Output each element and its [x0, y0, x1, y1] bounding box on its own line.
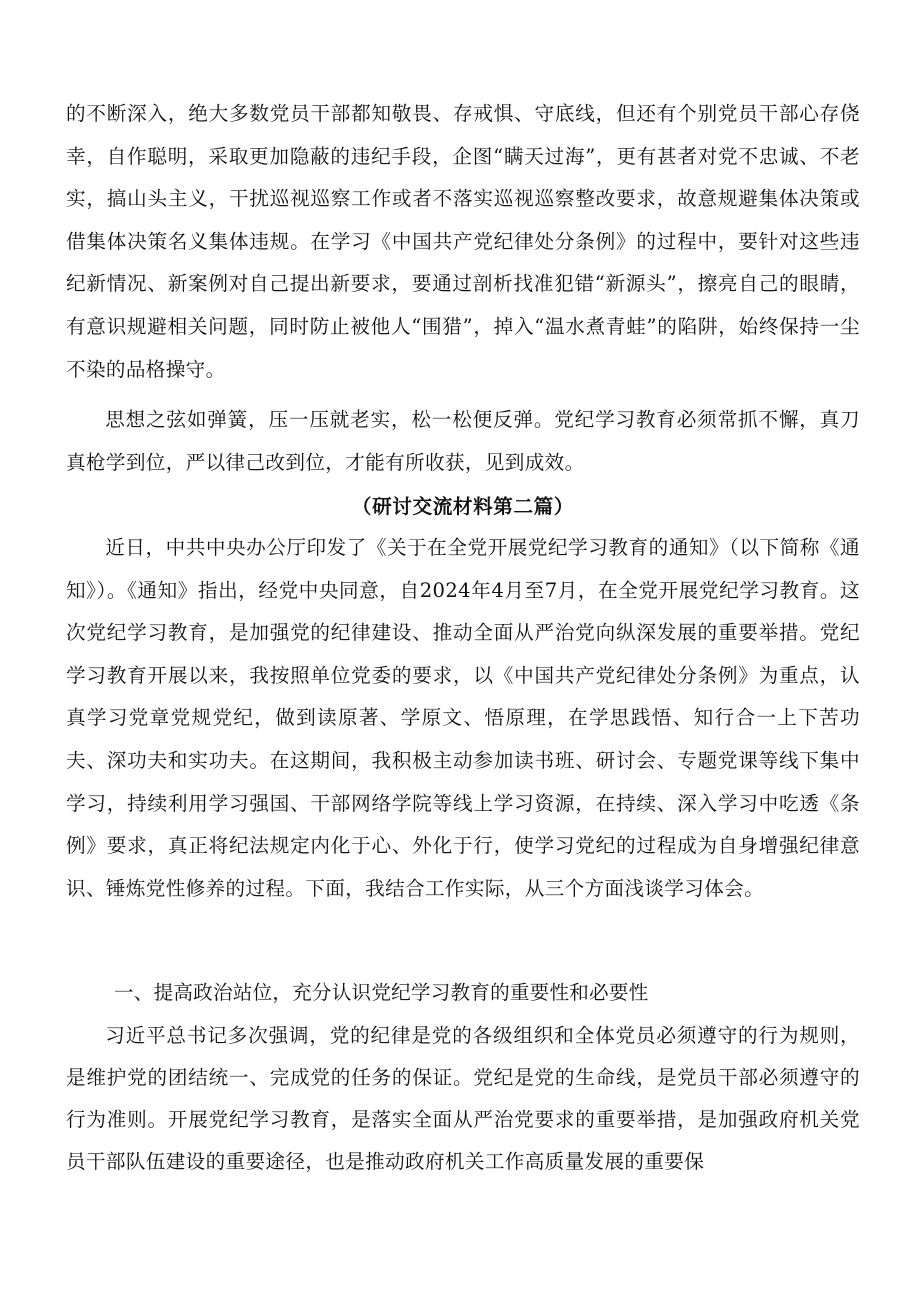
heading-political-position: 一、提高政治站位，充分认识党纪学习教育的重要性和必要性: [114, 981, 649, 1004]
paragraph-spring-metaphor: 思想之弦如弹簧，压一压就老实，松一松便反弹。党纪学习教育必须常抓不懈，真刀真枪学到位，严以律己改到位，才能有所收获，见到成效。: [66, 408, 860, 474]
paragraph-discipline-importance: 习近平总书记多次强调，党的纪律是党的各级组织和全体党员必须遵守的行为规则，是维护党的团结统一、完成党的任务的保证。党纪是党的生命线，是党员干部必须遵守的行为准则。开展党纪学习教育，是落实全面从严治党要求的重要举措，是加强政府机关党员干部队伍建设的重要途径，也是推动政府机关工作高质量发展的重要保: [66, 1024, 860, 1173]
paragraph-notice-introduction: 近日，中共中央办公厅印发了《关于在全党开展党纪学习教育的通知》（以下简称《通知》）。《通知》指出，经党中央同意，自2024年4月至7月，在全党开展党纪学习教育。这次党纪学习教育，是加强党的纪律建设、推动全面从严治党向纵深发展的重要举措。党纪学习教育开展以来，我按照单位党委的要求，以《中国共产党纪律处分条例》为重点，认真学习党章党规党纪，做到读原著、学原文、悟原理，在学思践悟、知行合一上下苦功夫、深功夫和实功夫。在这期间，我积极主动参加读书班、研讨会、专题党课等线下集中学习，持续利用学习强国、干部网络学院等线上学习资源，在持续、深入学习中吃透《条例》要求，真正将纪法规定内化于心、外化于行，使学习党纪的过程成为自身增强纪律意识、锤炼党性修养的过程。下面，我结合工作实际，从三个方面浅谈学习体会。: [66, 536, 860, 900]
paragraph-violation-discipline: 的不断深入，绝大多数党员干部都知敬畏、存戒惧、守底线，但还有个别党员干部心存侥幸，自作聪明，采取更加隐蔽的违纪手段，企图“瞒天过海”，更有甚者对党不忠诚、不老实，搞山头主义，干扰巡视巡察工作或者不落实巡视巡察整改要求，故意规避集体决策或借集体决策名义集体违规。在学习《中国共产党纪律处分条例》的过程中，要针对这些违纪新情况、新案例对自己提出新要求，要通过剖析找准犯错“新源头”，擦亮自己的眼睛，有意识规避相关问题，同时防止被他人“围猎”，掉入“温水煮青蛙”的陷阱，始终保持一尘不染的品格操守。: [66, 102, 860, 381]
section-title: （研讨交流材料第二篇）: [351, 495, 575, 518]
